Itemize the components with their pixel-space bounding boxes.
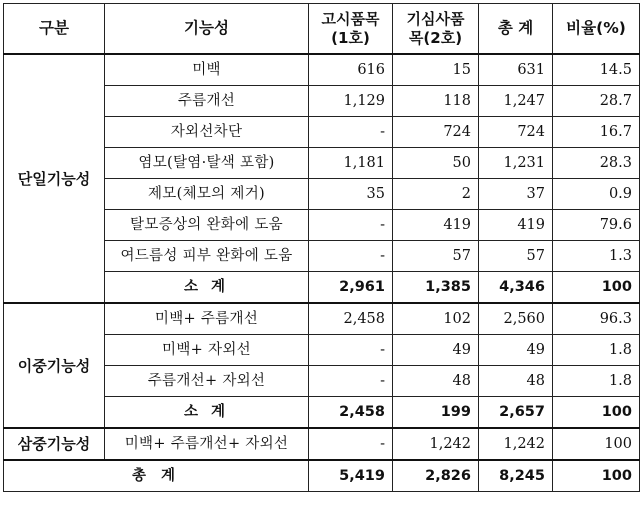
notified-cell: - xyxy=(309,117,393,148)
header-reviewed: 기심사품목(2호) xyxy=(393,4,479,55)
reviewed-cell: 118 xyxy=(393,86,479,117)
notified-cell: - xyxy=(309,366,393,397)
category-cell: 삼중기능성 xyxy=(4,428,105,460)
function-cell: 미백 xyxy=(105,54,309,86)
category-cell: 이중기능성 xyxy=(4,303,105,428)
notified-cell: - xyxy=(309,335,393,366)
reviewed-cell: 15 xyxy=(393,54,479,86)
reviewed-cell: 57 xyxy=(393,241,479,272)
reviewed-cell: 419 xyxy=(393,210,479,241)
reviewed-cell: 1,242 xyxy=(393,428,479,460)
grand-total-total: 8,245 xyxy=(479,460,553,492)
grand-total-reviewed: 2,826 xyxy=(393,460,479,492)
header-row xyxy=(4,4,640,55)
ratio-cell: 1.3 xyxy=(553,241,640,272)
grand-total-label: 총 계 xyxy=(4,460,309,492)
subtotal-label: 소 계 xyxy=(105,272,309,304)
function-cell: 주름개선 xyxy=(105,86,309,117)
ratio-cell: 100 xyxy=(553,428,640,460)
total-cell: 2,560 xyxy=(479,303,553,335)
table-container xyxy=(3,3,640,492)
notified-cell: - xyxy=(309,428,393,460)
notified-cell: 616 xyxy=(309,54,393,86)
function-cell: 주름개선+ 자외선 xyxy=(105,366,309,397)
function-cell: 탈모증상의 완화에 도움 xyxy=(105,210,309,241)
ratio-cell: 0.9 xyxy=(553,179,640,210)
header-category: 구분 xyxy=(4,4,105,55)
subtotal-ratio: 100 xyxy=(553,272,640,304)
table-row xyxy=(4,303,640,335)
table-row xyxy=(4,54,640,86)
function-cell: 미백+ 주름개선 xyxy=(105,303,309,335)
function-cell: 여드름성 피부 완화에 도움 xyxy=(105,241,309,272)
table-row xyxy=(4,428,640,460)
subtotal-total: 2,657 xyxy=(479,397,553,429)
total-cell: 631 xyxy=(479,54,553,86)
grand-total-row xyxy=(4,460,640,492)
reviewed-cell: 50 xyxy=(393,148,479,179)
subtotal-notified: 2,961 xyxy=(309,272,393,304)
total-cell: 724 xyxy=(479,117,553,148)
notified-cell: - xyxy=(309,210,393,241)
functional-cosmetics-table xyxy=(3,3,640,492)
subtotal-reviewed: 1,385 xyxy=(393,272,479,304)
notified-cell: 1,129 xyxy=(309,86,393,117)
notified-cell: - xyxy=(309,241,393,272)
ratio-cell: 1.8 xyxy=(553,335,640,366)
grand-total-ratio: 100 xyxy=(553,460,640,492)
reviewed-cell: 102 xyxy=(393,303,479,335)
notified-cell: 1,181 xyxy=(309,148,393,179)
subtotal-notified: 2,458 xyxy=(309,397,393,429)
grand-total-notified: 5,419 xyxy=(309,460,393,492)
ratio-cell: 28.3 xyxy=(553,148,640,179)
header-total: 총 계 xyxy=(479,4,553,55)
total-cell: 57 xyxy=(479,241,553,272)
header-ratio: 비율(%) xyxy=(553,4,640,55)
ratio-cell: 28.7 xyxy=(553,86,640,117)
total-cell: 1,231 xyxy=(479,148,553,179)
category-cell: 단일기능성 xyxy=(4,54,105,303)
subtotal-total: 4,346 xyxy=(479,272,553,304)
function-cell: 자외선차단 xyxy=(105,117,309,148)
total-cell: 37 xyxy=(479,179,553,210)
total-cell: 1,242 xyxy=(479,428,553,460)
subtotal-ratio: 100 xyxy=(553,397,640,429)
reviewed-cell: 48 xyxy=(393,366,479,397)
subtotal-reviewed: 199 xyxy=(393,397,479,429)
function-cell: 미백+ 주름개선+ 자외선 xyxy=(105,428,309,460)
ratio-cell: 16.7 xyxy=(553,117,640,148)
header-function: 기능성 xyxy=(105,4,309,55)
ratio-cell: 1.8 xyxy=(553,366,640,397)
ratio-cell: 96.3 xyxy=(553,303,640,335)
reviewed-cell: 2 xyxy=(393,179,479,210)
reviewed-cell: 724 xyxy=(393,117,479,148)
reviewed-cell: 49 xyxy=(393,335,479,366)
total-cell: 419 xyxy=(479,210,553,241)
notified-cell: 35 xyxy=(309,179,393,210)
ratio-cell: 79.6 xyxy=(553,210,640,241)
total-cell: 49 xyxy=(479,335,553,366)
header-notified: 고시품목(1호) xyxy=(309,4,393,55)
total-cell: 48 xyxy=(479,366,553,397)
total-cell: 1,247 xyxy=(479,86,553,117)
function-cell: 제모(체모의 제거) xyxy=(105,179,309,210)
function-cell: 염모(탈염·탈색 포함) xyxy=(105,148,309,179)
function-cell: 미백+ 자외선 xyxy=(105,335,309,366)
subtotal-label: 소 계 xyxy=(105,397,309,429)
notified-cell: 2,458 xyxy=(309,303,393,335)
ratio-cell: 14.5 xyxy=(553,54,640,86)
